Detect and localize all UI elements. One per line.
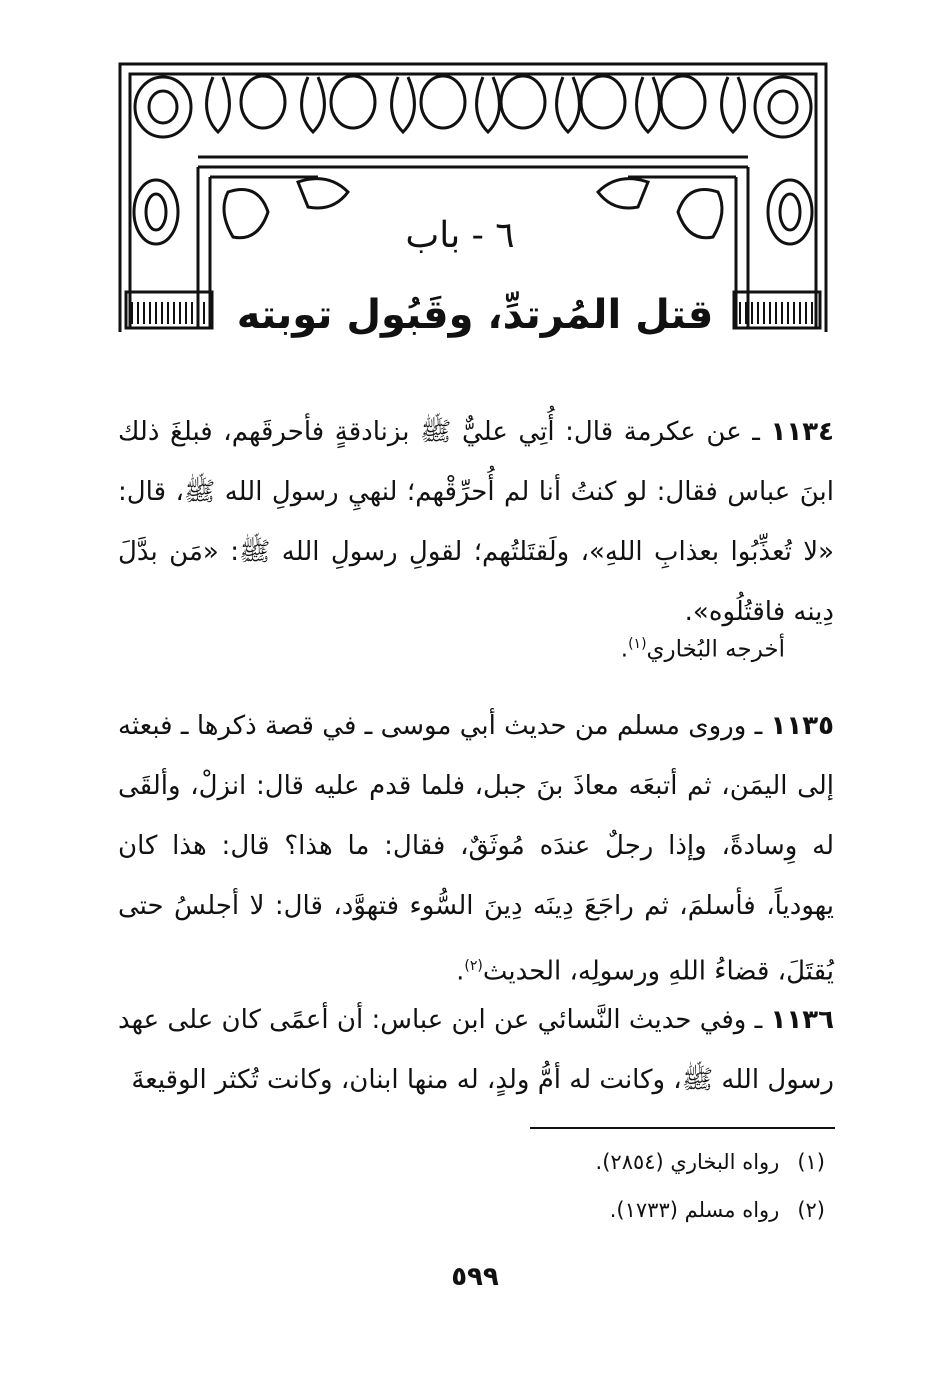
hadith-paragraph	[118, 990, 834, 1110]
paragraph-end: .	[456, 956, 465, 987]
hadith-number: ١١٣٤	[770, 417, 834, 447]
hadith-paragraph	[118, 696, 834, 1002]
chapter-title: قتل المُرتدِّ، وقَبُول توبته	[236, 292, 714, 338]
hadith-reference	[400, 636, 785, 663]
hadith-text: ـ وروى مسلم من حديث أبي موسى ـ في قصة ذكرها ـ فبعثه إلى اليمَن، ثم أتبعَه معاذَ بنَ جبل، فلما قدم عليه قال: انزلْ، وألقَى له وِسادةً، وإذا رجلٌ عندَه مُوثَقٌ، فقال: ما هذا؟ قال: هذا كان يهودياً، فأسلمَ، ثم راجَعَ دِينَه دِينَ السُّوء فتهوَّد، قال: لا أجلسُ حتى يُقتَلَ، قضاءُ اللهِ ورسولِه، الحديث	[118, 711, 834, 987]
footnote-text: رواه مسلم (١٧٣٣).	[609, 1198, 780, 1222]
footnote-mark: (١)	[628, 636, 647, 652]
hadith-text: ـ وفي حديث النَّسائي عن ابن عباس: أن أعمًى كان على عهد رسول الله ﷺ، وكانت له أمُّ ولدٍ، له منها ابنان، وكانت تُكثر الوقيعةَ	[118, 1005, 834, 1095]
footnote-number: (١)	[797, 1150, 825, 1174]
footnote-mark: (٢)	[464, 958, 483, 974]
hadith-number: ١١٣٦	[770, 1005, 834, 1035]
hadith-paragraph	[118, 402, 834, 642]
footnote	[300, 1198, 825, 1222]
footnote	[300, 1150, 825, 1174]
reference-text: أخرجه البُخاري	[646, 636, 785, 663]
page-number: ٥٩٩	[451, 1262, 499, 1292]
hadith-number: ١١٣٥	[770, 711, 834, 741]
reference-end: .	[620, 636, 629, 663]
hadith-text: ـ عن عكرمة قال: أُتِي عليٌّ ﷺ بزنادقةٍ فأحرقَهم، فبلغَ ذلك ابنَ عباس فقال: لو كنتُ أنا لم أُحرِّقْهم؛ لنهيِ رسولِ الله ﷺ، قال: «لا تُعذِّبُوا بعذابِ اللهِ»، ولَقتَلتُهم؛ لقولِ رسولِ الله ﷺ: «مَن بدَّلَ دِينه فاقتُلُوه».	[118, 417, 834, 627]
chapter-label: ٦ - باب	[405, 215, 515, 256]
footnote-divider	[530, 1127, 835, 1129]
footnote-text: رواه البخاري (٢٨٥٤).	[595, 1150, 780, 1174]
footnote-number: (٢)	[797, 1198, 825, 1222]
